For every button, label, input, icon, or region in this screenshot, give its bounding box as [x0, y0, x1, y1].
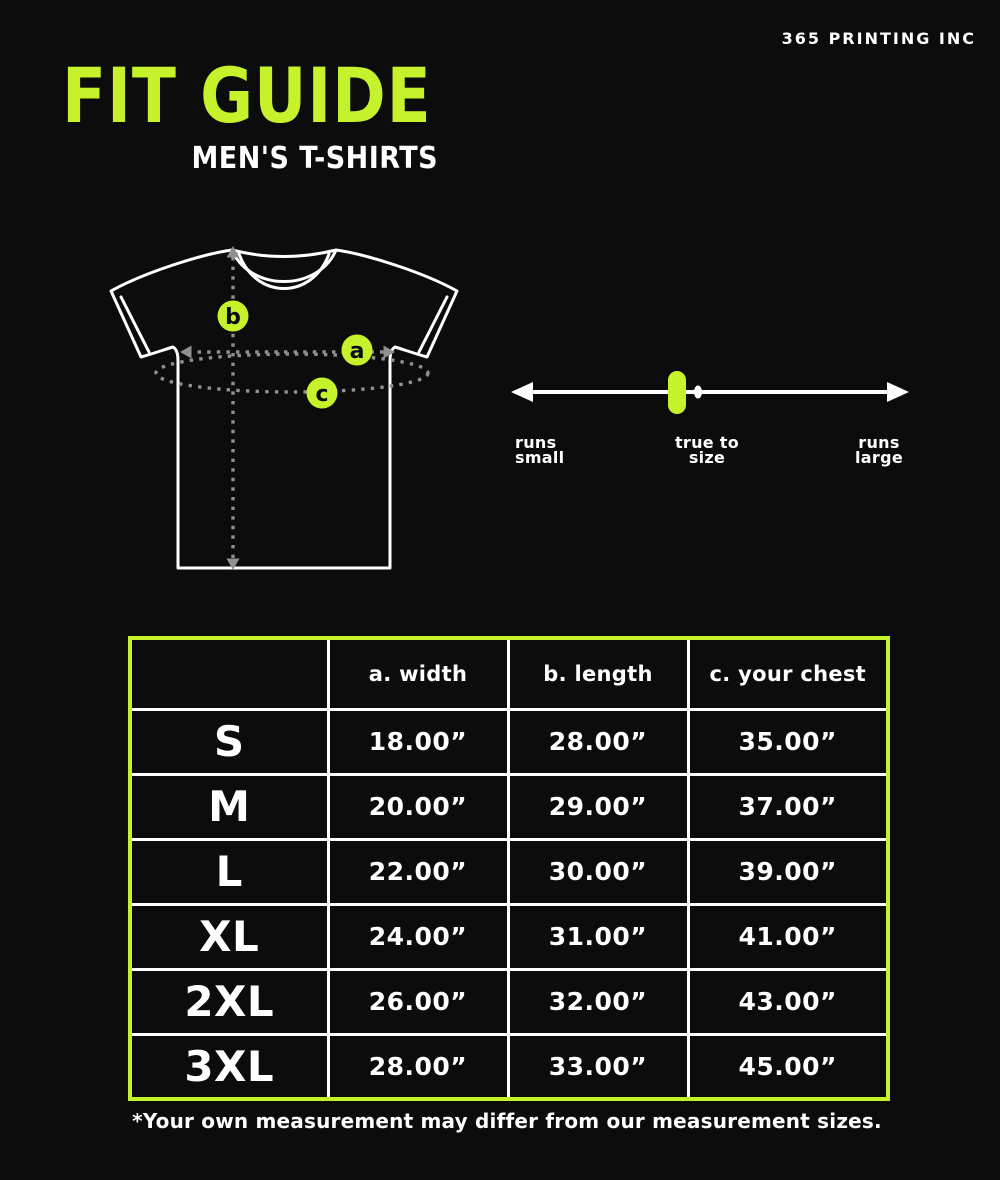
length-value: 30.00” — [508, 839, 688, 904]
tshirt-diagram — [103, 240, 465, 576]
width-value: 22.00” — [328, 839, 508, 904]
size-label: XL — [130, 904, 328, 969]
size-label: 3XL — [130, 1034, 328, 1099]
chest-value: 35.00” — [688, 709, 888, 774]
marker-b — [218, 301, 249, 332]
header-chest: c. your chest — [688, 638, 888, 709]
fit-scale-label-line: runs — [515, 433, 557, 452]
header-width: a. width — [328, 638, 508, 709]
table-row — [130, 839, 888, 904]
length-arrow — [227, 246, 240, 570]
table-row — [130, 1034, 888, 1099]
width-value: 18.00” — [328, 709, 508, 774]
length-value: 28.00” — [508, 709, 688, 774]
table-row — [130, 904, 888, 969]
fit-scale-marker — [668, 371, 686, 414]
fit-scale-graphic — [505, 365, 915, 425]
fit-scale-arrow-icon — [511, 382, 909, 402]
marker-c — [307, 378, 338, 409]
title-block — [62, 51, 438, 176]
marker-b-label: b — [225, 305, 241, 330]
fit-scale-label-line: small — [515, 448, 565, 467]
size-table — [128, 636, 890, 1101]
fit-scale-label-line: true to — [674, 433, 740, 452]
size-label: L — [130, 839, 328, 904]
marker-a-label: a — [349, 339, 365, 364]
fit-scale — [505, 365, 915, 477]
page-subtitle: MEN'S T-SHIRTS — [191, 141, 438, 176]
brand-text: 365 PRINTING INC — [781, 29, 976, 48]
chest-value: 41.00” — [688, 904, 888, 969]
size-label: 2XL — [130, 969, 328, 1034]
width-value: 20.00” — [328, 774, 508, 839]
table-row — [130, 969, 888, 1034]
fit-scale-label-line: large — [855, 448, 903, 467]
chest-value: 45.00” — [688, 1034, 888, 1099]
length-value: 33.00” — [508, 1034, 688, 1099]
table-row — [130, 709, 888, 774]
width-value: 28.00” — [328, 1034, 508, 1099]
size-label: S — [130, 709, 328, 774]
width-value: 24.00” — [328, 904, 508, 969]
footnote: *Your own measurement may differ from our measurement sizes. — [132, 1109, 882, 1133]
header-blank — [130, 638, 328, 709]
size-table-header-row — [130, 638, 888, 709]
chest-ellipse — [156, 354, 428, 392]
marker-c-label: c — [315, 382, 329, 407]
length-value: 31.00” — [508, 904, 688, 969]
fit-scale-label-runs-small — [515, 435, 564, 465]
fit-scale-label-line: runs — [858, 433, 900, 452]
length-value: 32.00” — [508, 969, 688, 1034]
tshirt-outline-icon — [111, 250, 457, 568]
fit-scale-label-true-to-size — [675, 435, 739, 465]
size-label: M — [130, 774, 328, 839]
chest-value: 43.00” — [688, 969, 888, 1034]
chest-value: 39.00” — [688, 839, 888, 904]
width-value: 26.00” — [328, 969, 508, 1034]
table-row — [130, 774, 888, 839]
header-length: b. length — [508, 638, 688, 709]
marker-a — [342, 335, 373, 366]
fit-scale-label-line: size — [688, 448, 726, 467]
page-title: FIT GUIDE — [62, 51, 432, 140]
fit-scale-dot-icon — [694, 386, 702, 399]
length-value: 29.00” — [508, 774, 688, 839]
fit-scale-label-runs-large — [855, 435, 903, 465]
chest-value: 37.00” — [688, 774, 888, 839]
